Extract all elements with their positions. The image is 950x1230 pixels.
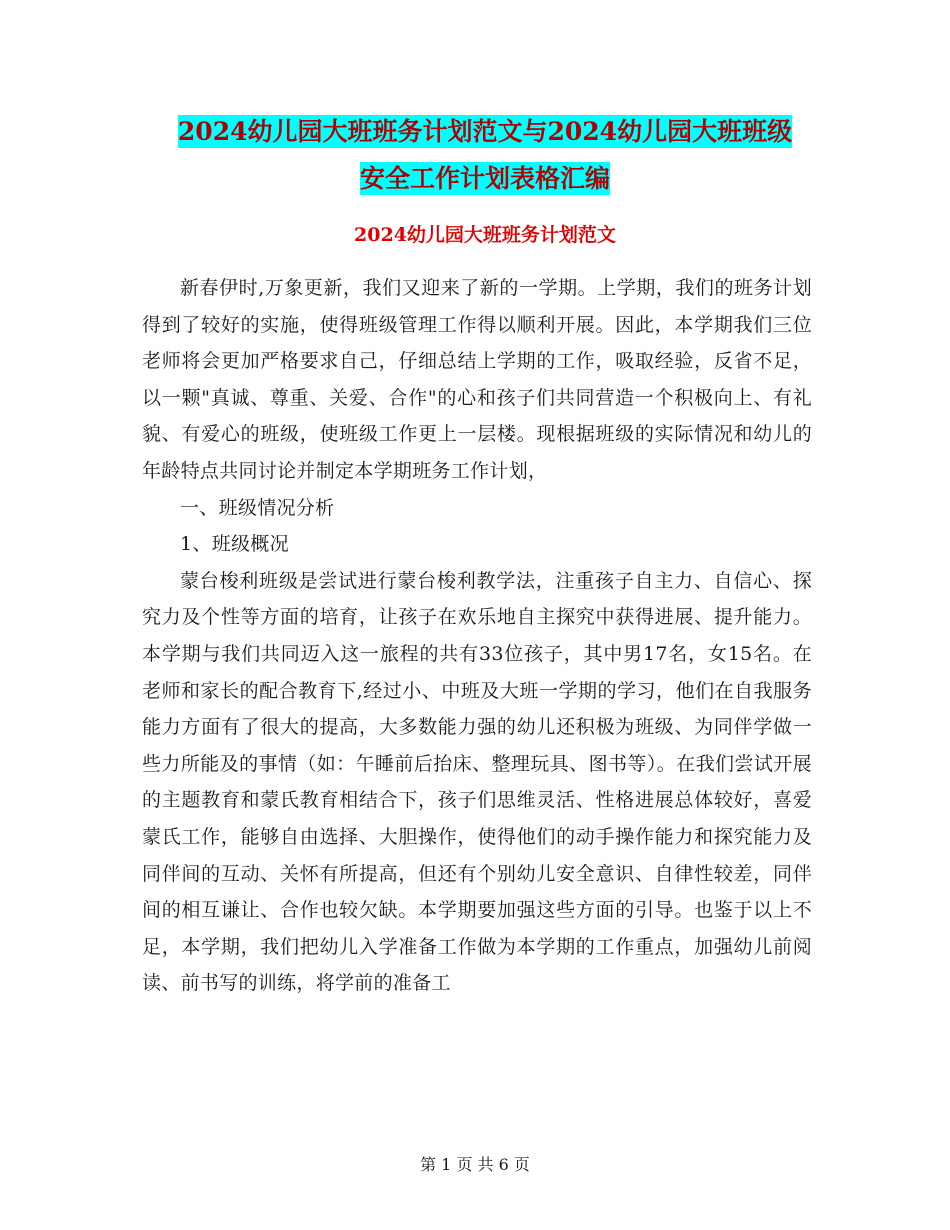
page-footer: 第 1 页 共 6 页 bbox=[420, 1155, 530, 1174]
document-body bbox=[142, 270, 812, 1002]
paragraph-intro: 新春伊时,万象更新，我们又迎来了新的一学期。上学期，我们的班务计划得到了较好的实施，使得班级管理工作得以顺利开展。因此，本学期我们三位老师将会更加严格要求自己，仔细总结上学期的工作，吸取经验，反省不足，以一颗"真诚、尊重、关爱、合作"的心和孩子们共同营造一个积极向上、有礼貌、有爱心的班级，使班级工作更上一层楼。现根据班级的实际情况和幼儿的年龄特点共同讨论并制定本学期班务工作计划， bbox=[142, 277, 812, 482]
section-title: 2024幼儿园大班班务计划范文 bbox=[354, 224, 616, 246]
heading-class-analysis: 一、班级情况分析 bbox=[180, 496, 335, 519]
paragraph-class-overview: 蒙台梭利班级是尝试进行蒙台梭利教学法，注重孩子自主力、自信心、探究力及个性等方面的培育，让孩子在欢乐地自主探究中获得进展、提升能力。本学期与我们共同迈入这一旅程的共有33位孩子，其中男17名，女15名。在老师和家长的配合教育下,经过小、中班及大班一学期的学习，他们在自我服务能力方面有了很大的提高，大多数能力强的幼儿还积极为班级、为同伴学做一些力所能及的事情（如：午睡前后抬床、整理玩具、图书等）。在我们尝试开展的主题教育和蒙氏教育相结合下，孩子们思维灵活、性格进展总体较好，喜爱蒙氏工作，能够自由选择、大胆操作，使得他们的动手操作能力和探究能力及同伴间的互动、关怀有所提高，但还有个别幼儿安全意识、自律性较差，同伴间的相互谦让、合作也较欠缺。本学期要加强这些方面的引导。也鉴于以上不足，本学期，我们把幼儿入学准备工作做为本学期的工作重点，加强幼儿前阅读、前书写的训练，将学前的准备工 bbox=[142, 569, 812, 995]
document-title-line-1: 2024幼儿园大班班务计划范文与2024幼儿园大班班级 bbox=[177, 117, 793, 146]
document-title-line-2: 安全工作计划表格汇编 bbox=[359, 164, 610, 193]
document-title bbox=[140, 108, 830, 202]
heading-class-overview: 1、班级概况 bbox=[180, 533, 289, 556]
